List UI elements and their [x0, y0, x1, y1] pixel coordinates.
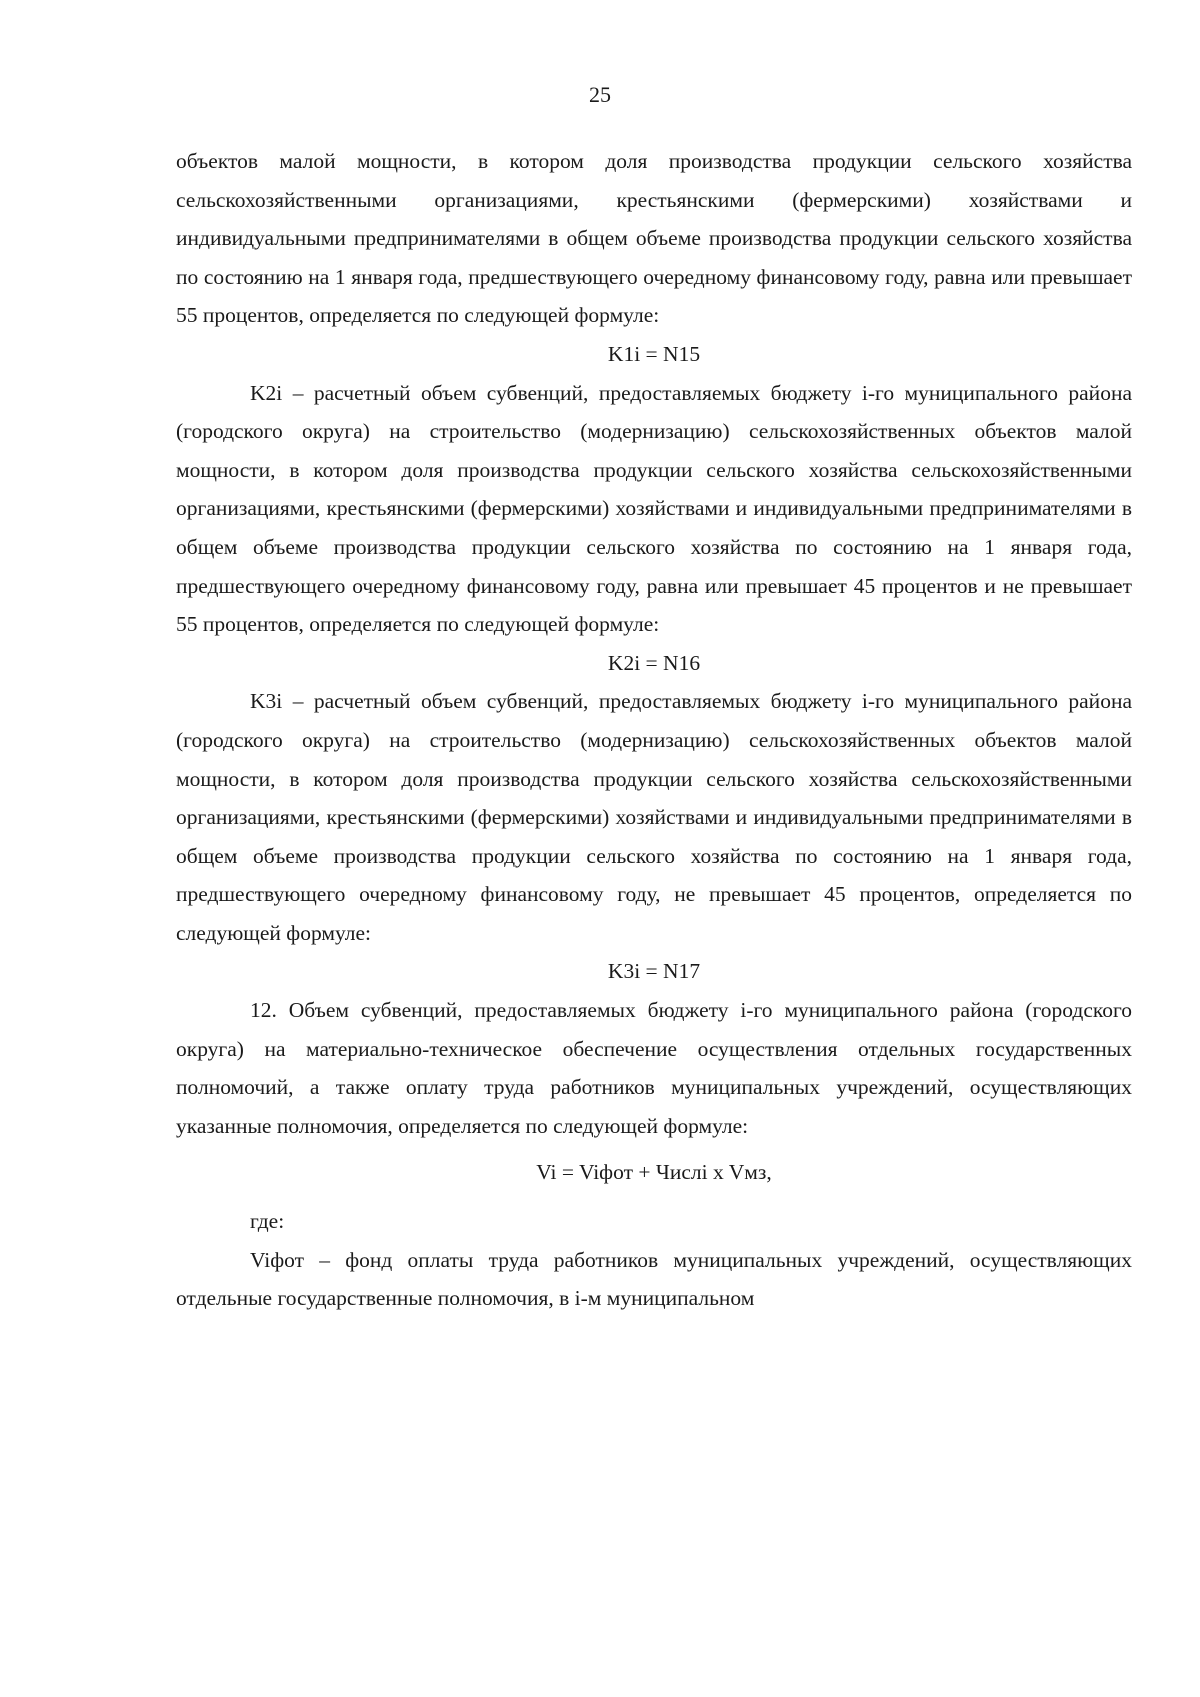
formula-k1: K1i = N15	[607, 341, 701, 366]
document-body	[176, 142, 1132, 1318]
formula-k3: K3i = N17	[607, 959, 701, 984]
paragraph-vifot-definition: Viфот – фонд оплаты труда работников муниципальных учреждений, осуществляющих отдельные государственные полномочия, в i-м муниципальном	[176, 1247, 1132, 1311]
formula-k2: K2i = N16	[607, 650, 701, 675]
where-label: где:	[250, 1209, 285, 1234]
paragraph-k1-description: объектов малой мощности, в котором доля производства продукции сельского хозяйства сельскохозяйственными организациями, крестьянскими (фермерскими) хозяйствами и индивидуальными предпринимателями в общем объеме производства продукции сельского хозяйства по состоянию на 1 января года, предшествующего очередному финансовому году, равна или превышает 55 процентов, определяется по следующей формуле:	[176, 149, 1132, 328]
paragraph-k2-description: K2i – расчетный объем субвенций, предоставляемых бюджету i-го муниципального района (городского округа) на строительство (модернизацию) сельскохозяйственных объектов малой мощности, в котором доля производства продукции сельского хозяйства сельскохозяйственными организациями, крестьянскими (фермерскими) хозяйствами и индивидуальными предпринимателями в общем объеме производства продукции сельского хозяйства по состоянию на 1 января года, предшествующего очередному финансовому году, равна или превышает 45 процентов и не превышает 55 процентов, определяется по следующей формуле:	[176, 380, 1132, 637]
formula-vi: Vi = Viфот + Числi x Vмз,	[536, 1160, 772, 1185]
paragraph-item-12: 12. Объем субвенций, предоставляемых бюджету i-го муниципального района (городского округа) на материально-техническое обеспечение осуществления отдельных государственных полномочий, а также оплату труда работников муниципальных учреждений, осуществляющих указанные полномочия, определяется по следующей формуле:	[176, 998, 1132, 1138]
page-number: 25	[589, 82, 611, 107]
paragraph-k3-description: K3i – расчетный объем субвенций, предоставляемых бюджету i-го муниципального района (городского округа) на строительство (модернизацию) сельскохозяйственных объектов малой мощности, в котором доля производства продукции сельского хозяйства сельскохозяйственными организациями, крестьянскими (фермерскими) хозяйствами и индивидуальными предпринимателями в общем объеме производства продукции сельского хозяйства по состоянию на 1 января года, предшествующего очередному финансовому году, не превышает 45 процентов, определяется по следующей формуле:	[176, 689, 1132, 945]
